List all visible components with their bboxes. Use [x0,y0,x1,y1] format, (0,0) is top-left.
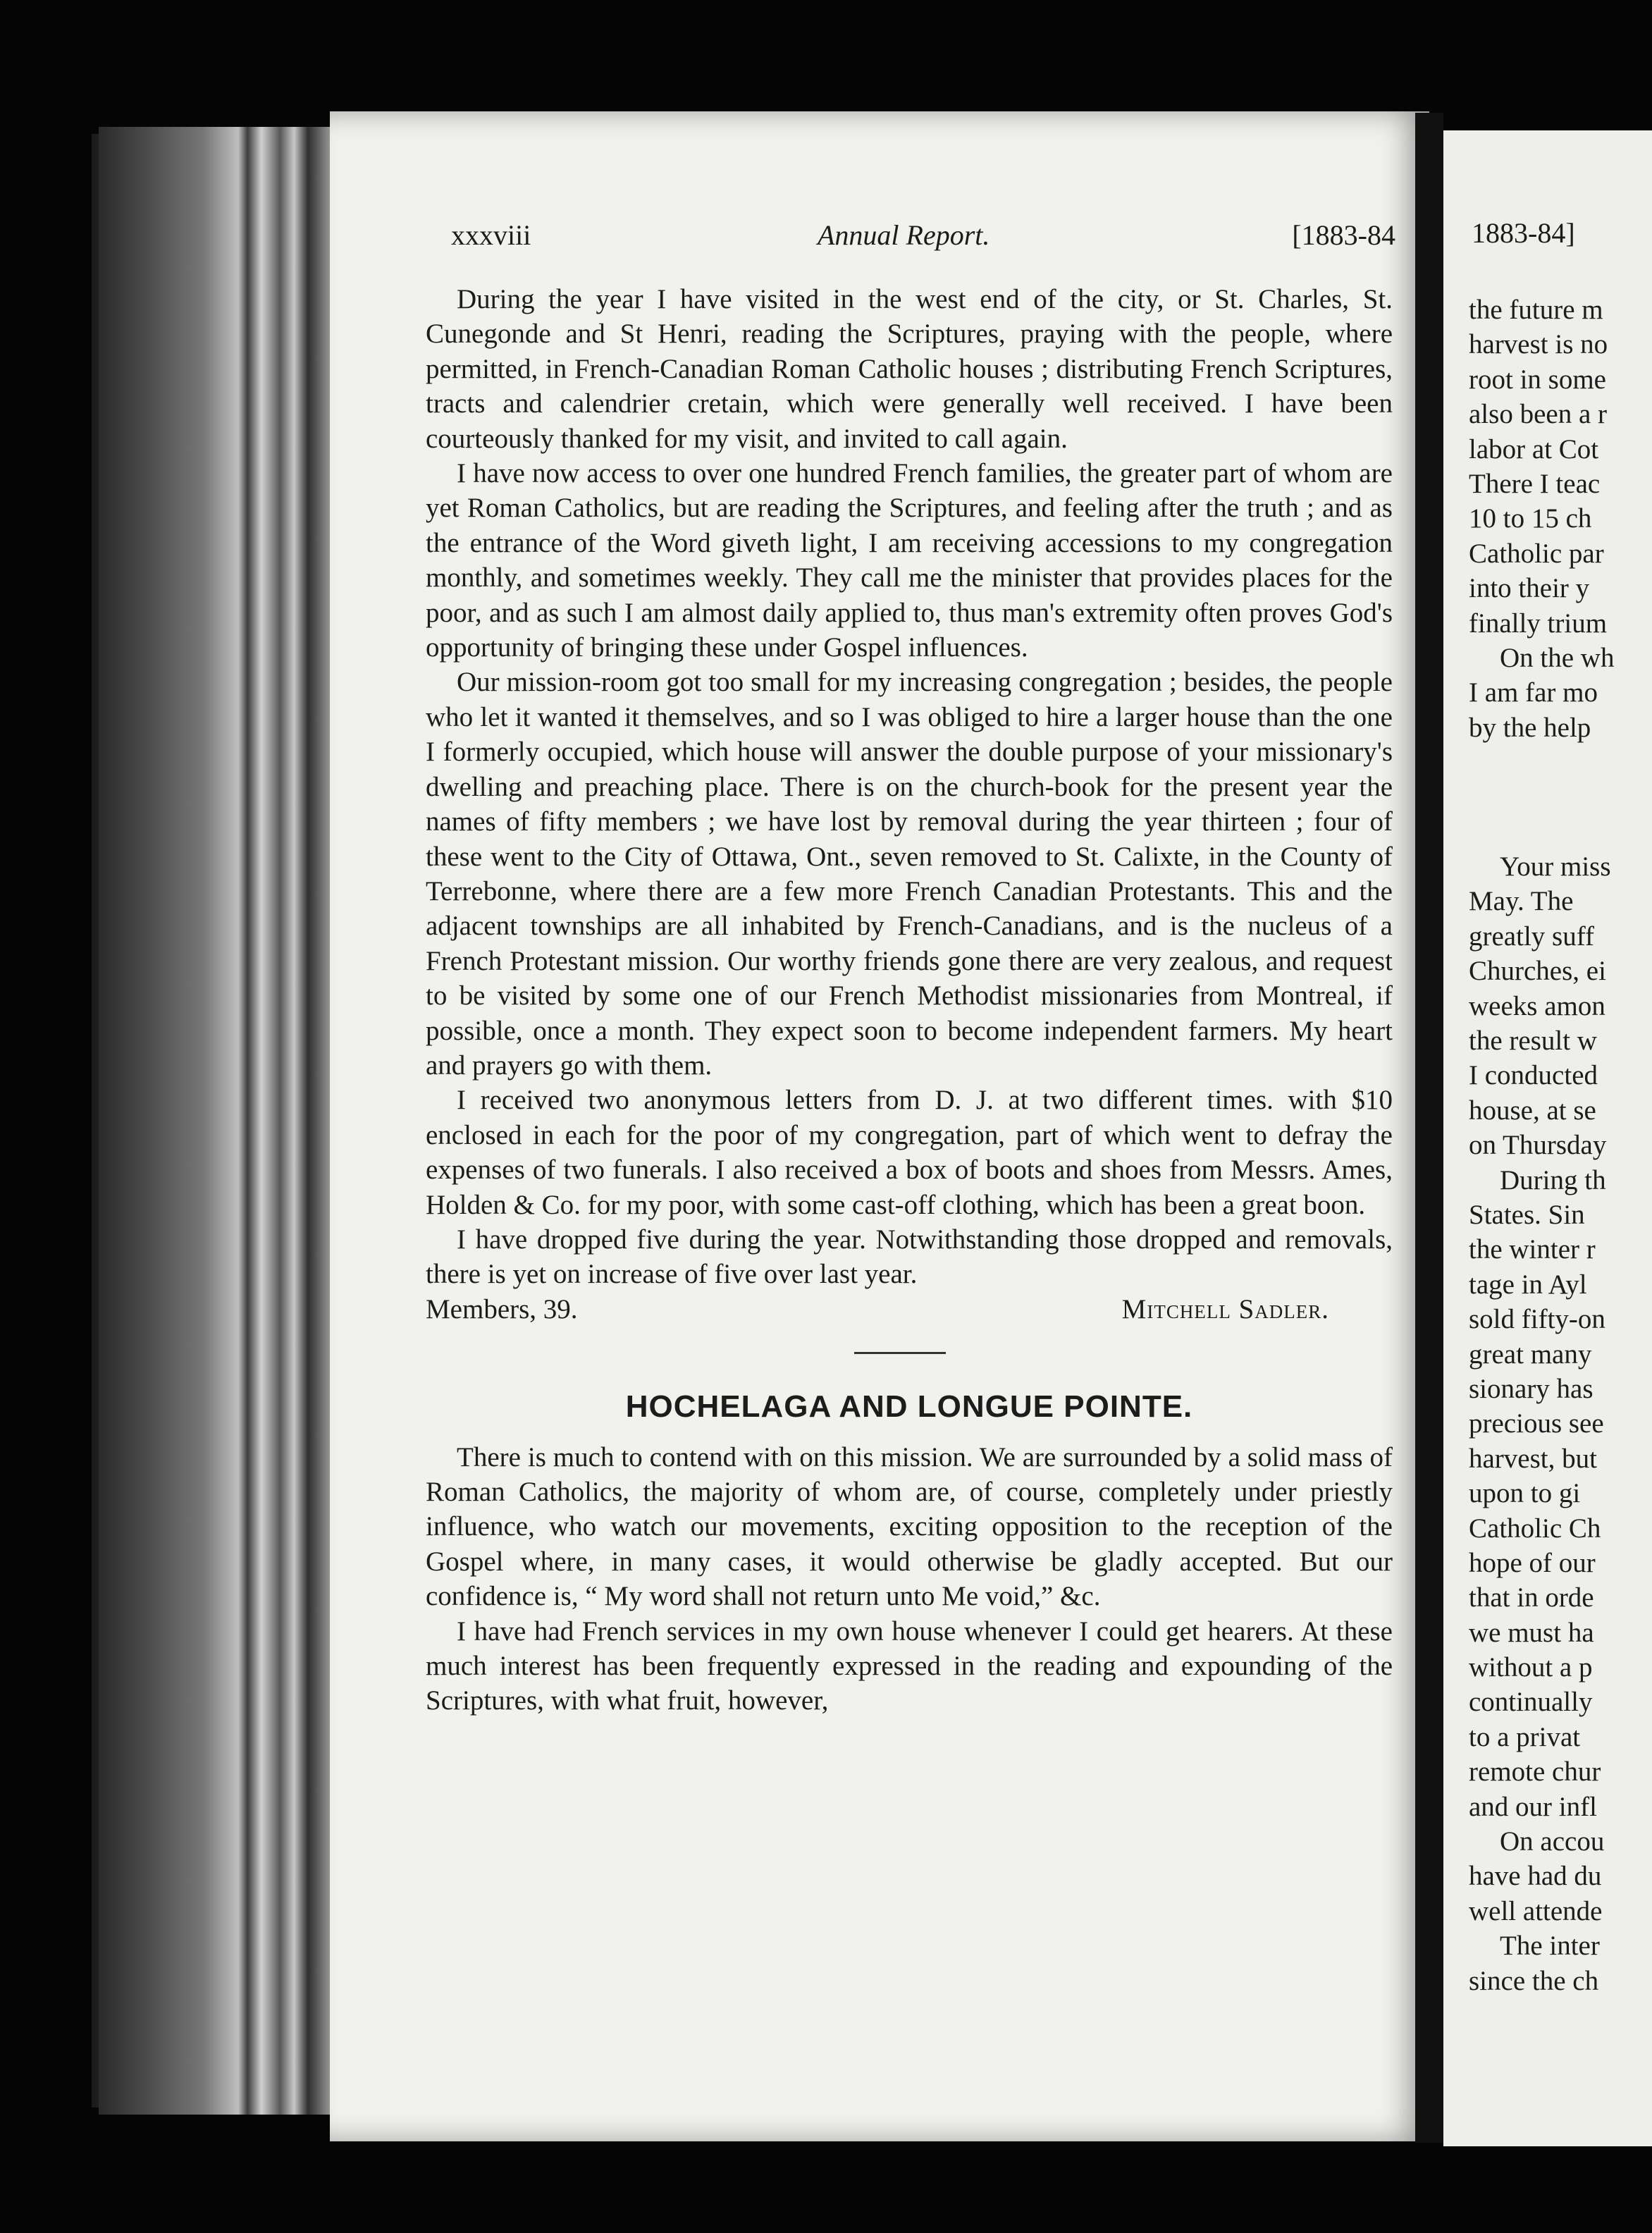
right-page-line: to a privat [1469,1721,1581,1752]
right-page-line: root in some [1469,364,1606,395]
right-page-line: greatly suff [1469,921,1594,952]
right-page-line: also been a r [1469,399,1607,430]
right-page-line: Your miss [1500,851,1611,882]
paragraph: During the year I have visited in the west end of the city, or St. Charles, St. Cunegonde and St Henri, reading the Scriptures, praying with the people, where permitted, in French-Canadian Roman Catholic houses ; distributing French Scriptures, tracts and calendrier cretain, which were generally well received. I have been courteously thanked for my visit, and invited to call again. [426,284,1393,454]
section-heading: HOCHELAGA AND LONGUE POINTE. [625,1389,1193,1425]
right-page-line: tage in Ayl [1469,1269,1587,1300]
right-page-line: upon to gi [1469,1478,1581,1509]
right-page-line: labor at Cot [1469,433,1599,465]
right-page-line: On the wh [1500,642,1615,673]
right-page-line: Churches, ei [1469,956,1606,987]
report-year: [1883-84 [1292,219,1395,251]
right-page-line: and our infl [1469,1791,1597,1822]
right-page-line: since the ch [1469,1965,1599,1996]
right-page-line: precious see [1469,1408,1604,1439]
right-page-line: that in orde [1469,1582,1594,1613]
right-page-line: into their y [1469,573,1590,604]
right-running-head: 1883-84] [1472,217,1575,249]
signature: Mitchell Sadler. [1121,1293,1329,1324]
right-page-line: 10 to 15 ch [1469,503,1592,534]
right-page-line: Catholic Ch [1469,1513,1601,1544]
paragraph: I have now access to over one hundred French families, the greater part of whom are yet Roman Catholics, but are reading the Scriptures, and feeling after the truth ; and as the entrance of the Word giveth light, I am receiving accessions to my congregation monthly, and sometimes weekly. They call me the minister that provides places for the poor, and as such I am almost daily applied to, thus man's extremity often proves God's opportunity of bringing these under Gospel influences. [426,458,1393,663]
paragraph: I have had French services in my own house whenever I could get hearers. At these much interest has been frequently expressed in the reading and expounding of the Scriptures, with what fruit, however, [426,1616,1393,1716]
right-page-line: Catholic par [1469,538,1604,569]
right-page-line: well attende [1469,1895,1603,1926]
right-page-line: The inter [1500,1931,1600,1962]
right-page-line: the result w [1469,1026,1597,1057]
right-page-line: have had du [1469,1861,1602,1892]
right-page-body [1469,293,1652,1998]
right-page-line: hope of our [1469,1547,1596,1578]
section-divider [854,1352,946,1354]
right-page-line: great many [1469,1339,1592,1370]
right-page-line: the winter r [1469,1234,1596,1265]
right-page-line: the future m [1469,295,1603,325]
paragraph: I received two anonymous letters from D. J. at two different times. with $10 enclosed in each for the poor of my congregation, part of which went to defray the expenses of two funerals. I also received a box of boots and shoes from Messrs. Ames, Holden & Co. for my poor, with some cast-off clothing, which has been a great boon. [426,1085,1393,1220]
book-page-edges [99,127,331,2115]
signature-row [426,1292,1393,1327]
right-page-line: weeks amon [1469,990,1605,1021]
right-page-line: we must ha [1469,1617,1594,1648]
right-page-line: I am far mo [1469,677,1598,708]
running-head [451,219,1395,261]
right-page-line: house, at se [1469,1095,1596,1126]
right-page-line: sold fifty-on [1469,1304,1605,1335]
right-page-line: without a p [1469,1652,1593,1683]
right-page-line: finally trium [1469,608,1608,639]
right-page-line: remote chur [1469,1757,1601,1788]
right-page-line: I conducted [1469,1060,1598,1091]
right-page-line: continually [1469,1687,1593,1718]
left-page-body [426,282,1393,1718]
right-page-line: On accou [1500,1826,1605,1857]
right-page-line: sionary has [1469,1373,1594,1404]
paragraph: I have dropped five during the year. Notwithstanding those dropped and removals, there is yet on increase of five over last year. [426,1224,1393,1290]
right-page-line: on Thursday [1469,1130,1607,1161]
right-page-line: May. The [1469,886,1574,917]
right-page-line: by the help [1469,712,1591,743]
book-gutter [1415,113,1443,2143]
right-page-gap [1469,745,1652,849]
page-number: xxxviii [451,219,531,251]
paragraph: There is much to contend with on this mission. We are surrounded by a solid mass of Roman Catholics, the majority of whom are, of course, completely under priestly influence, who watch our movements, exciting opposition to the reception of the Gospel where, in many cases, it would otherwise be gladly accepted. But our confidence is, “ My word shall not return unto Me void,” &c. [426,1441,1393,1612]
paragraph: Our mission-room got too small for my increasing congregation ; besides, the people who let it wanted it themselves, and so I was obliged to hire a larger house than the one I formerly occupied, which house will answer the double purpose of your missionary's dwelling and preaching place. There is on the church-book for the present year the names of fifty members ; we have lost by removal during the year thirteen ; four of these went to the City of Ottawa, Ont., seven removed to St. Calixte, in the County of Terrebonne, where there are a few more French Canadian Protestants. This and the adjacent townships are all inhabited by French-Canadians, and is the nucleus of a French Protestant mission. Our worthy friends gone there are very zealous, and request to be visited by some one of our French Methodist missionaries from Montreal, if possible, once a month. They expect soon to become independent farmers. My heart and prayers go with them. [426,667,1393,1081]
right-page-line: harvest, but [1469,1443,1597,1474]
right-page-line: There I teac [1469,468,1601,499]
right-page-line: States. Sin [1469,1199,1585,1230]
report-title: Annual Report. [818,219,990,251]
right-page-line: harvest is no [1469,329,1608,360]
members-count: Members, 39. [426,1293,578,1324]
right-page [1443,130,1652,2146]
right-page-line: During th [1500,1164,1606,1195]
